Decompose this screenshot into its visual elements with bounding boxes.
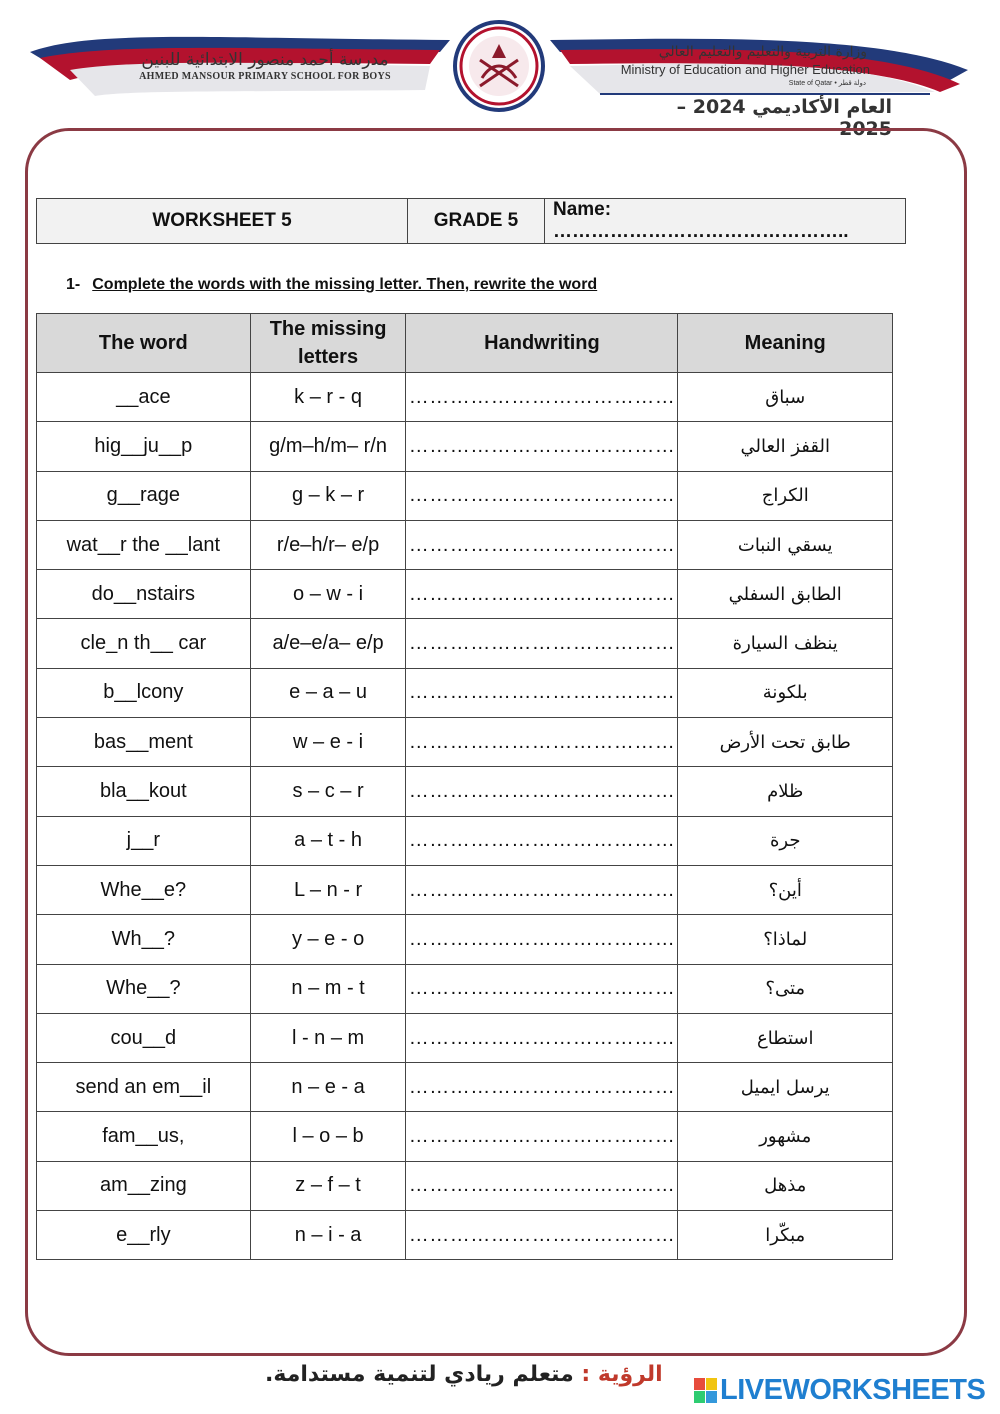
word-cell[interactable]: am__zing	[37, 1161, 251, 1210]
word-cell[interactable]: j__r	[37, 816, 251, 865]
meaning-cell: لماذا؟	[678, 915, 893, 964]
word-cell[interactable]: bas__ment	[37, 718, 251, 767]
grade-label: GRADE 5	[408, 199, 545, 244]
word-cell[interactable]: do__nstairs	[37, 570, 251, 619]
handwriting-field[interactable]: …………………………………	[406, 865, 678, 914]
meaning-cell: أين؟	[678, 865, 893, 914]
handwriting-field[interactable]: …………………………………	[406, 1211, 678, 1260]
meaning-cell: استطاع	[678, 1013, 893, 1062]
letters-cell: n – i - a	[250, 1211, 406, 1260]
table-row	[37, 422, 893, 471]
letters-cell: a/e–e/a– e/p	[250, 619, 406, 668]
word-cell[interactable]: fam__us,	[37, 1112, 251, 1161]
vision-statement	[265, 1362, 663, 1387]
table-row	[37, 1161, 893, 1210]
word-cell[interactable]: send an em__il	[37, 1063, 251, 1112]
word-cell[interactable]: b__lcony	[37, 668, 251, 717]
table-row	[37, 915, 893, 964]
table-row	[37, 570, 893, 619]
letters-cell: g/m–h/m– r/n	[250, 422, 406, 471]
table-row	[37, 718, 893, 767]
handwriting-field[interactable]: …………………………………	[406, 570, 678, 619]
meaning-cell: طابق تحت الأرض	[678, 718, 893, 767]
meaning-cell: بلكونة	[678, 668, 893, 717]
handwriting-field[interactable]: …………………………………	[406, 1013, 678, 1062]
meaning-cell: الكراج	[678, 471, 893, 520]
table-row	[37, 471, 893, 520]
table-row	[37, 767, 893, 816]
table-header-row	[37, 314, 893, 373]
handwriting-field[interactable]: …………………………………	[406, 471, 678, 520]
table-row	[37, 373, 893, 422]
handwriting-field[interactable]: …………………………………	[406, 718, 678, 767]
letters-cell: g – k – r	[250, 471, 406, 520]
meaning-cell: مشهور	[678, 1112, 893, 1161]
word-cell[interactable]: Wh__?	[37, 915, 251, 964]
word-cell[interactable]: Whe__e?	[37, 865, 251, 914]
letters-cell: l – o – b	[250, 1112, 406, 1161]
word-cell[interactable]: e__rly	[37, 1211, 251, 1260]
letters-cell: w – e - i	[250, 718, 406, 767]
letters-cell: o – w - i	[250, 570, 406, 619]
table-row	[37, 1211, 893, 1260]
header-handwriting: Handwriting	[406, 314, 678, 373]
table-row	[37, 865, 893, 914]
letters-cell: L – n - r	[250, 865, 406, 914]
table-row	[37, 964, 893, 1013]
state-label: State of Qatar • دولة قطر	[788, 80, 866, 87]
word-cell[interactable]: __ace	[37, 373, 251, 422]
letters-cell: e – a – u	[250, 668, 406, 717]
table-row	[37, 668, 893, 717]
letters-cell: a – t - h	[250, 816, 406, 865]
table-row	[37, 816, 893, 865]
handwriting-field[interactable]: …………………………………	[406, 1063, 678, 1112]
word-cell[interactable]: cle_n th__ car	[37, 619, 251, 668]
letters-cell: y – e - o	[250, 915, 406, 964]
liveworksheets-brand: LIVEWORKSHEETS	[720, 1374, 986, 1406]
handwriting-field[interactable]: …………………………………	[406, 520, 678, 569]
header-the-word: The word	[37, 314, 251, 373]
word-cell[interactable]: Whe__?	[37, 964, 251, 1013]
letters-cell: s – c – r	[250, 767, 406, 816]
handwriting-field[interactable]: …………………………………	[406, 1161, 678, 1210]
liveworksheets-blocks-icon	[694, 1378, 718, 1404]
instruction-text: Complete the words with the missing letter. Then, rewrite the word	[92, 276, 598, 293]
table-row	[37, 1013, 893, 1062]
worksheet-label: WORKSHEET 5	[37, 199, 408, 244]
header-banner	[0, 0, 1000, 140]
handwriting-field[interactable]: …………………………………	[406, 619, 678, 668]
handwriting-field[interactable]: …………………………………	[406, 915, 678, 964]
word-cell[interactable]: hig__ju__p	[37, 422, 251, 471]
table-row	[37, 520, 893, 569]
school-name-english: AHMED MANSOUR PRIMARY SCHOOL FOR BOYS	[139, 71, 391, 82]
meaning-cell: ظلام	[678, 767, 893, 816]
student-name-field[interactable]: Name: ………………………………………..	[545, 199, 906, 244]
handwriting-field[interactable]: …………………………………	[406, 767, 678, 816]
letters-cell: l - n – m	[250, 1013, 406, 1062]
word-table	[36, 313, 893, 1260]
meaning-cell: جرة	[678, 816, 893, 865]
letters-cell: z – f – t	[250, 1161, 406, 1210]
vision-lead: الرؤية :	[581, 1362, 663, 1387]
vision-text: متعلم ريادي لتنمية مستدامة.	[265, 1362, 574, 1387]
handwriting-field[interactable]: …………………………………	[406, 1112, 678, 1161]
letters-cell: n – m - t	[250, 964, 406, 1013]
handwriting-field[interactable]: …………………………………	[406, 373, 678, 422]
instruction-number: 1-	[66, 276, 81, 293]
header-meaning: Meaning	[678, 314, 893, 373]
academic-year: العام الأكاديمي 2024 – 2025	[676, 96, 892, 140]
liveworksheets-logo[interactable]	[694, 1374, 985, 1407]
handwriting-field[interactable]: …………………………………	[406, 816, 678, 865]
meaning-cell: متى؟	[678, 964, 893, 1013]
instruction	[66, 276, 597, 294]
ministry-name-arabic: وزارة التربية والتعليم والتعليم العالي	[658, 44, 867, 60]
meaning-cell: القفز العالي	[678, 422, 893, 471]
meaning-cell: يرسل ايميل	[678, 1063, 893, 1112]
table-row	[37, 1112, 893, 1161]
meaning-cell: الطابق السفلي	[678, 570, 893, 619]
school-name-arabic: مدرسة أحمد منصور الابتدائية للبنين	[141, 50, 389, 70]
meaning-cell: مذهل	[678, 1161, 893, 1210]
meaning-cell: سباق	[678, 373, 893, 422]
letters-cell: r/e–h/r– e/p	[250, 520, 406, 569]
handwriting-field[interactable]: …………………………………	[406, 964, 678, 1013]
worksheet-title-table	[36, 198, 906, 244]
letters-cell: n – e - a	[250, 1063, 406, 1112]
table-row	[37, 1063, 893, 1112]
ministry-name-english: Ministry of Education and Higher Education	[620, 62, 870, 77]
word-cell[interactable]: cou__d	[37, 1013, 251, 1062]
table-row	[37, 619, 893, 668]
handwriting-field[interactable]: …………………………………	[406, 422, 678, 471]
letters-cell: k – r - q	[250, 373, 406, 422]
word-cell[interactable]: wat__r the __lant	[37, 520, 251, 569]
meaning-cell: ينظف السيارة	[678, 619, 893, 668]
word-cell[interactable]: g__rage	[37, 471, 251, 520]
header-missing-letters: The missing letters	[250, 314, 406, 373]
meaning-cell: مبكّرا	[678, 1211, 893, 1260]
word-cell[interactable]: bla__kout	[37, 767, 251, 816]
handwriting-field[interactable]: …………………………………	[406, 668, 678, 717]
meaning-cell: يسقي النبات	[678, 520, 893, 569]
